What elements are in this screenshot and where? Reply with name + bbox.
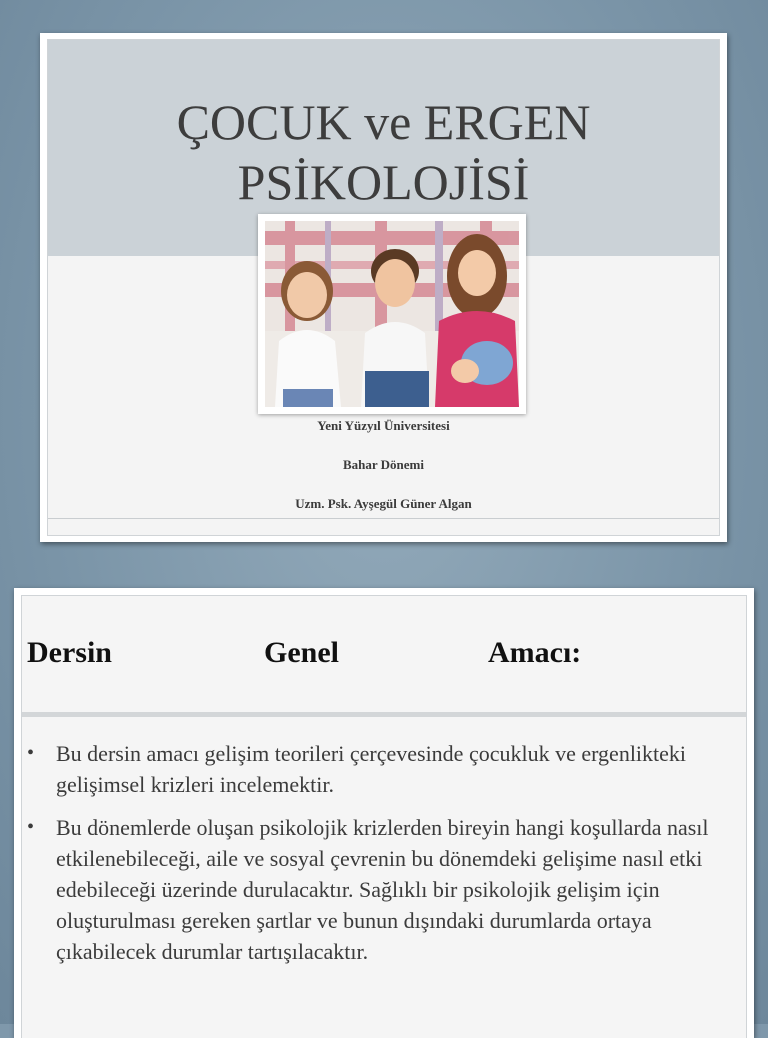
bullet-item: [22, 812, 726, 967]
slide-title: ÇOCUK ve ERGEN PSİKOLOJİSİ: [176, 94, 591, 210]
bullet-list: [22, 738, 726, 979]
heading-word-dersin: Dersin: [27, 636, 112, 669]
title-slide[interactable]: [40, 33, 727, 542]
instructor-name: Uzm. Psk. Ayşegül Güner Algan: [295, 496, 472, 511]
heading-word-amaci: Amacı:: [488, 636, 582, 669]
title-slide-inner: [47, 39, 720, 536]
children-photo-icon: [265, 221, 519, 407]
slide-footer-divider: [48, 518, 719, 519]
heading-word-genel: Genel: [264, 636, 339, 669]
heading-divider: [22, 712, 746, 717]
term-label: Bahar Dönemi: [342, 457, 424, 472]
bullet-dot-icon: •: [27, 816, 35, 838]
bullet-text: Bu dersin amacı gelişim teorileri çerçevesinde çocukluk ve ergenlikteki gelişimsel krizleri incelemektir.: [56, 741, 687, 797]
bullet-item: [22, 738, 726, 800]
content-slide-inner: [21, 595, 747, 1038]
university-name: Yeni Yüzyıl Üniversitesi: [317, 418, 450, 433]
bullet-text: Bu dönemlerde oluşan psikolojik krizlerden bireyin hangi koşullarda nasıl etkilenebileceği, aile ve sosyal çevrenin bu dönemdeki gelişime nasıl etki edebileceği üzerinde durulacaktır. Sağlıklı bir psikolojik gelişim için oluşturulması gereken şartlar ve bunun dışındaki durumlarda ortaya çıkabilecek durumlar tartışılacaktır.: [56, 815, 709, 964]
content-slide[interactable]: [14, 588, 754, 1038]
photo-frame: [258, 214, 526, 414]
bullet-dot-icon: •: [27, 742, 35, 764]
